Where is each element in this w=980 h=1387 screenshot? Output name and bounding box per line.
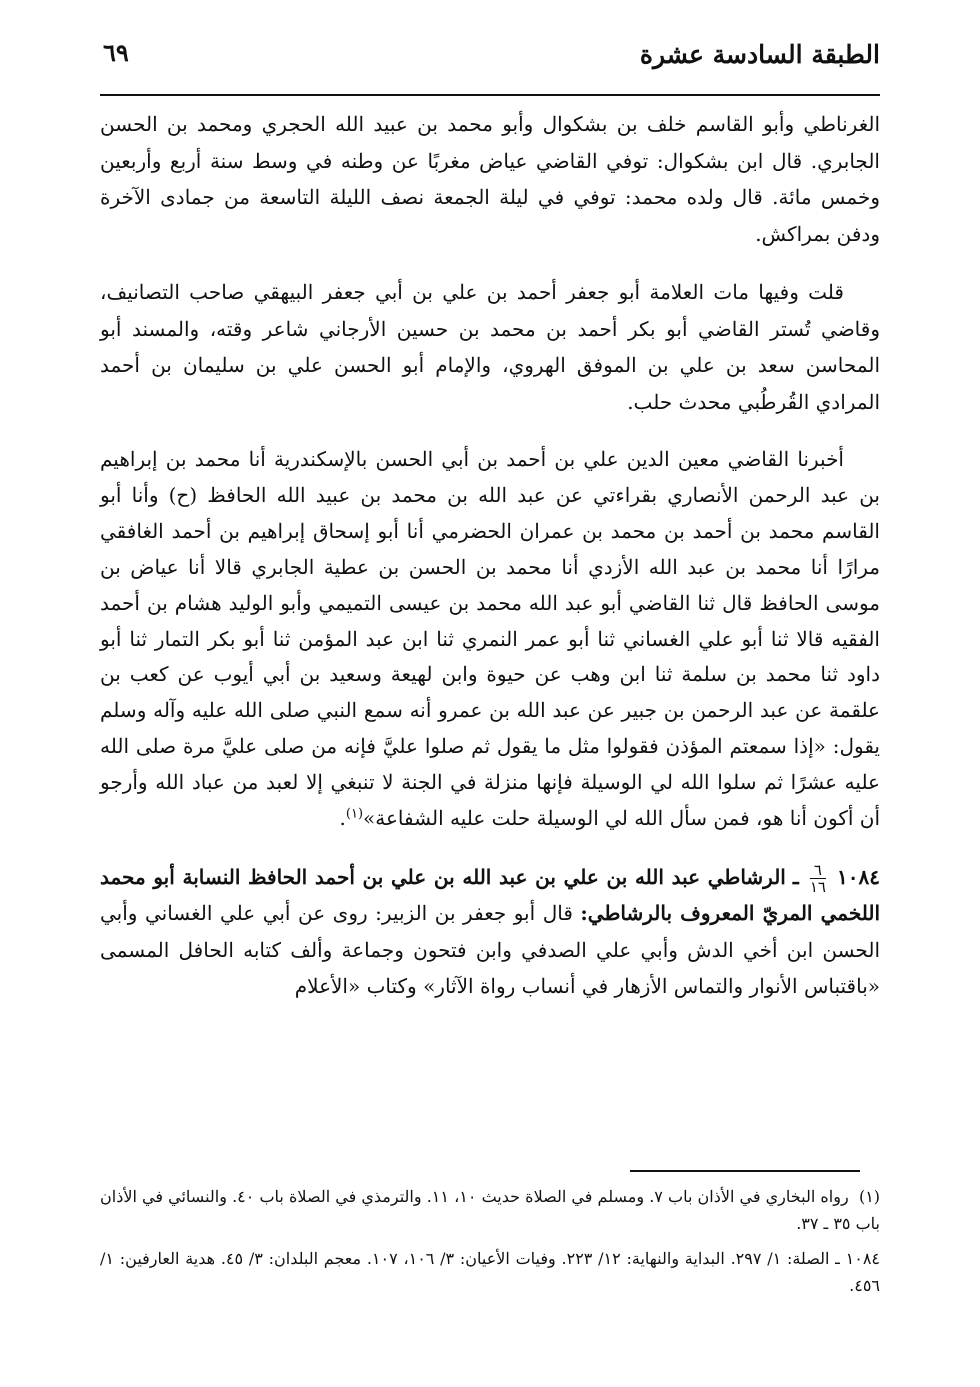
entry-name: الرشاطي عبد الله بن علي بن عبد الله بن علي بن أحمد الحافظ النسابة أبو محمد اللخمي المريّ المعروف بالرشاطي: [100,864,881,926]
footnote-1-marker: (١) [858,1187,881,1206]
footnote-1 [100,1183,880,1237]
entry-number: ١٠٨٤ [837,864,880,889]
paragraph-3-end: . [339,806,346,831]
entry-text: قال أبو جعفر بن الزبير: روى عن أبي علي الغساني وأبي الحسن ابن أخي الدش وأبي علي الصدفي وابن فتحون وجماعة وألف كتابه الحافل المسمى «باقتباس الأنوار والتماس الأزهار في أنساب رواة الآثار» وكتاب «الأعلام [100,901,880,999]
footnote-2: ١٠٨٤ ـ الصلة: ١/ ٢٩٧. البداية والنهاية: ١٢/ ٢٢٣. وفيات الأعيان: ٣/ ١٠٦، ١٠٧. معجم البلدان: ٣/ ٤٥. هدية العارفين: ١/ ٤٥٦. [100,1249,880,1295]
paragraph-3 [100,442,880,837]
entry-fraction [810,862,826,895]
fraction-top: ٦ [810,862,826,879]
paragraph-1: الغرناطي وأبو القاسم خلف بن بشكوال وأبو محمد بن عبيد الله الحجري ومحمد بن الحسن الجابري. قال ابن بشكوال: توفي القاضي عياض مغربًا عن وطنه في وسط سنة أربع وأربعين وخمس مائة. قال ولده محمد: توفي في ليلة الجمعة نصف الليلة التاسعة من جمادى الآخرة ودفن بمراكش. [100,112,880,246]
main-text [100,106,880,1005]
page-number: ٦٩ [103,38,129,67]
running-header-title: الطبقة السادسة عشرة [639,40,880,69]
footnote-reference[interactable]: (١) [345,806,364,822]
footnotes [100,1183,880,1299]
paragraph-2: قلت وفيها مات العلامة أبو جعفر أحمد بن علي بن أبي جعفر البيهقي صاحب التصانيف، وقاضي تُستر القاضي أبو بكر أحمد بن محمد بن حسين الأرجاني شاعر وقته، والمسند أبو المحاسن سعد بن علي بن الموفق الهروي، والإمام أبو الحسن علي بن سليمان بن أحمد المرادي القُرطُبي محدث حلب. [100,280,880,414]
footnote-1-text: رواه البخاري في الأذان باب ٧. ومسلم في الصلاة حديث ١٠، ١١. والترمذي في الصلاة باب ٤٠. والنسائي في الأذان باب ٣٥ ـ ٣٧. [100,1187,880,1233]
paragraph-3-text: أخبرنا القاضي معين الدين علي بن أحمد بن أبي الحسن بالإسكندرية أنا محمد بن إبراهيم بن عبد الرحمن الأنصاري بقراءتي عن عبد الله بن محمد بن عبيد الله الحافظ (ح) وأنا أبو القاسم محمد بن أحمد بن محمد بن عمران الحضرمي أنا أبو إسحاق إبراهيم بن أحمد الغافقي مرارًا أنا محمد بن عبد الله الأزدي أنا محمد بن الحسن بن عطية الجابري قالا أنا عياض بن موسى الحافظ قال ثنا القاضي أبو عبد الله محمد بن عيسى التميمي وأبو الوليد هشام بن أحمد الفقيه قالا ثنا أبو علي الغساني ثنا أبو عمر النمري ثنا ابن عبد المؤمن ثنا أبو بكر التمار ثنا أبو داود ثنا محمد بن سلمة ثنا ابن وهب عن حيوة وابن لهيعة وسعيد بن أبي أيوب عن كعب بن علقمة عن عبد الرحمن بن جبير عن عبد الله بن عمرو أنه سمع النبي صلى الله عليه وآله وسلم يقول: «إذا سمعتم المؤذن فقولوا مثل ما يقول ثم صلوا عليَّ فإنه من صلى عليَّ مرة صلى الله عليه عشرًا ثم سلوا الله لي الوسيلة فإنها منزلة في الجنة لا تنبغي إلا لعبد من عباد الله وأرجو أن أكون أنا هو، فمن سأل الله لي الوسيلة حلت عليه الشفاعة» [100,447,880,831]
entry-dash: ـ [792,864,799,889]
fraction-bottom: ١٦ [809,877,826,896]
footnote-rule [630,1170,860,1172]
biography-entry [100,859,880,1005]
header-rule [100,94,880,96]
